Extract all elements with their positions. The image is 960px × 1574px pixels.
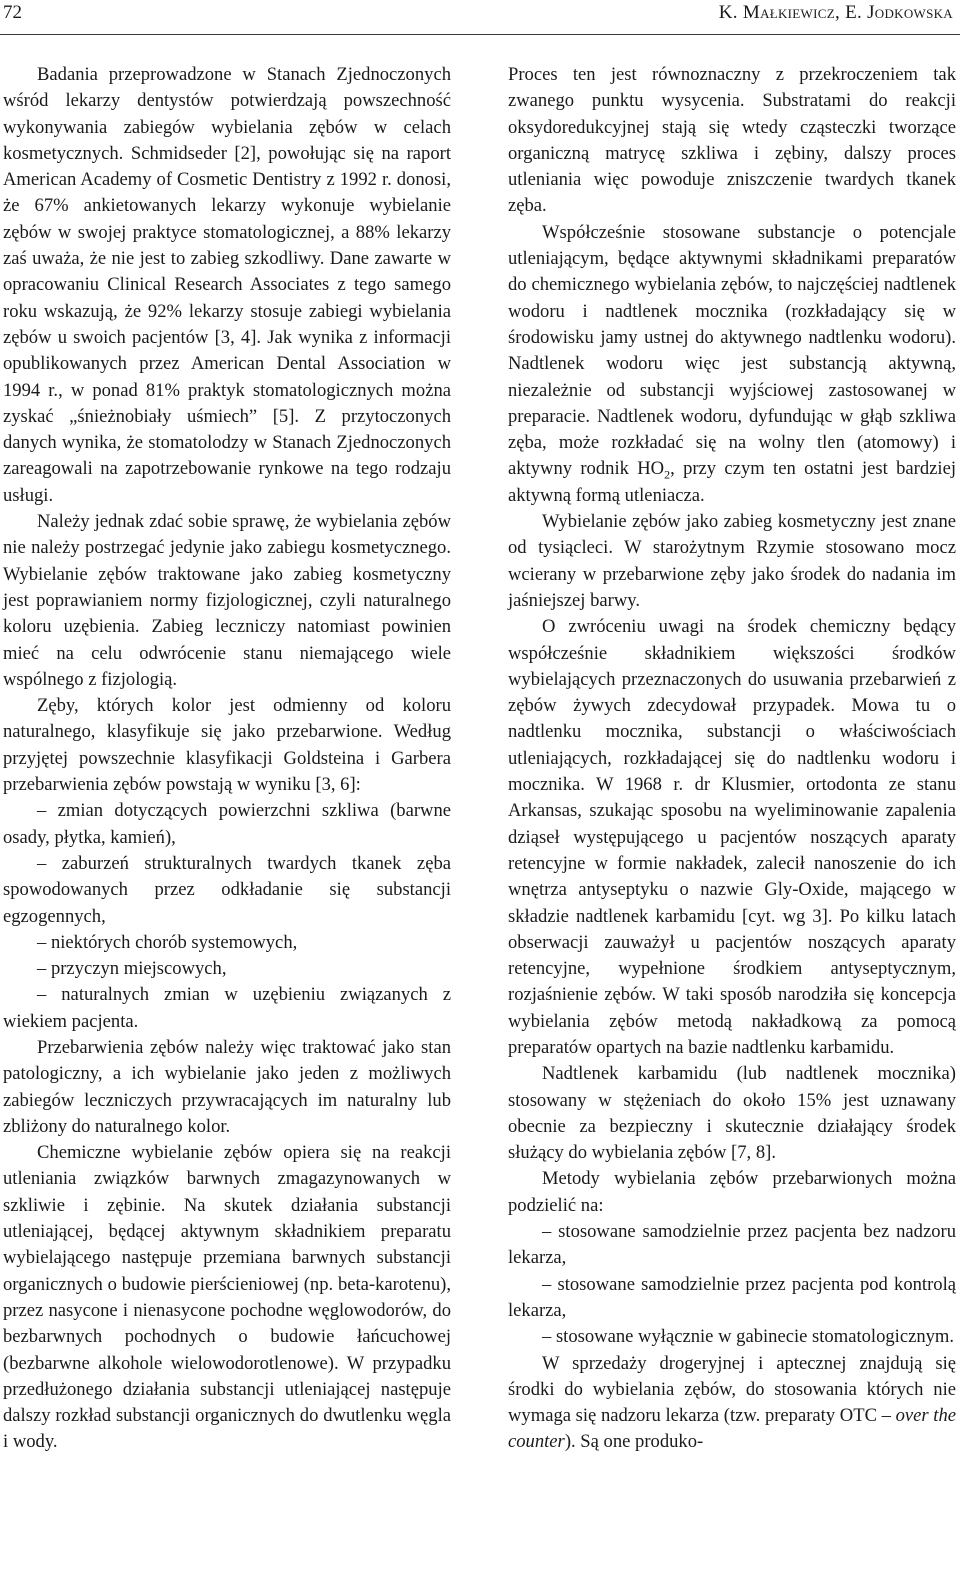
list-item-structural-disorders: – zaburzeń strukturalnych twardych tkanek zęba spowodowanych przez odkładanie się substancji egzogennych, [3, 852, 451, 927]
page-number: 72 [3, 2, 22, 23]
right-column [508, 62, 956, 1456]
paragraph-ancient-rome: Wybielanie zębów jako zabieg kosmetyczny jest znane od tysiącleci. W starożytnym Rzymie stosowano mocz wcierany w przebarwione zęby jako środek do nadania im jaśniejszej barwy. [508, 511, 956, 611]
header-rule [0, 34, 960, 35]
list-item-in-office: – stosowane wyłącznie w gabinecie stomatologicznym. [542, 1326, 955, 1348]
running-head-authors: K. Małkiewicz, E. Jodkowska [718, 2, 953, 23]
paragraph-pathological-state: Przebarwienia zębów należy więc traktować jako stan patologiczny, a ich wybielanie jako jeden z możliwych zabiegów leczniczych przywracających im naturalny lub zbliżony do naturalnego kolor. [3, 1036, 451, 1137]
list-item-local-causes: – przyczyn miejscowych, [37, 958, 227, 980]
oxidizers-text-end: , przy czym ten ostatni jest bardziej aktywną formą utleniacza. [508, 458, 956, 506]
left-column [3, 62, 451, 1456]
list-item-under-control: – stosowane samodzielnie przez pacjenta pod kontrolą lekarza, [508, 1273, 956, 1321]
paragraph-not-only-cosmetic: Należy jednak zdać sobie sprawę, że wybielania zębów nie należy postrzegać jedynie jako zabiegu kosmetycznego. Wybielanie zębów traktowane jako zabieg kosmetyczny jest poprawianiem normy fizjologicznej, czyli naturalnego koloru uzębienia. Zabieg leczniczy natomiast powinien mieć na celu odwrócenie stanu niemającego wiele wspólnego z fizjologią. [3, 511, 451, 690]
list-item-age-changes: – naturalnych zmian w uzębieniu związanych z wiekiem pacjenta. [3, 984, 451, 1032]
paragraph-carbamide-peroxide: Nadtlenek karbamidu (lub nadtlenek mocznika) stosowany w stężeniach do około 15% jest uznawany obecnie za bezpieczny i skutecznie działający środek służący do wybielania zębów [7, 8]. [508, 1063, 956, 1164]
list-item-systemic-diseases: – niektórych chorób systemowych, [37, 931, 298, 953]
paragraph-saturation-point: Proces ten jest równoznaczny z przekroczeniem tak zwanego punktu wysycenia. Substratami do reakcji oksydoredukcyjnej stają się wtedy cząsteczki tworzące organiczną matrycę szkliwa i zębiny, dalszy proces utleniania więc powoduje zniszczenie twardych tkanek zęba. [508, 64, 956, 217]
paragraph-klusmier: O zwróceniu uwagi na środek chemiczny będący współcześnie składnikiem większości środków wybielających przeznaczonych do usuwania przebarwień z zębów żywych zdecydował przypadek. Mowa tu o nadtlenku mocznika, substancji o właściwościach utleniających, rozkładającej się do nadtlenku wodoru i mocznika. W 1968 r. dr Klusmier, ortodonta ze stanu Arkansas, szukając sposobu na wyeliminowanie zapalenia dziąseł występującego u pacjentów noszących aparaty retencyjne w formie nakładek, zalecił nanoszenie do ich wnętrza antyseptyku o nazwie Gly-Oxide, mającego w składzie nadtlenek karbamidu [cyt. wg 3]. Po kilku latach obserwacji zauważył u pacjentów noszących aparaty retencyjne, wypełnione środkiem antyseptycznym, rozjaśnienie zębów. W taki sposób narodziła się koncepcja wybielania zębów metodą nakładkową za pomocą preparatów opartych na bazie nadtlenku karbamidu. [508, 616, 956, 1058]
list-item-enamel-changes: – zmian dotyczących powierzchni szkliwa (barwne osady, płytka, kamień), [3, 800, 451, 848]
otc-text-end: ). Są one produko- [564, 1431, 704, 1453]
paragraph-methods-intro: Metody wybielania zębów przebarwionych można podzielić na: [508, 1168, 956, 1216]
paragraph-chemical-whitening: Chemiczne wybielanie zębów opiera się na reakcji utleniania związków barwnych zmagazynowanych w szkliwie i zębinie. Na skutek działania substancji utleniającej, będącej aktywnym składnikiem preparatu wybielającego następuje przemiana barwnych substancji organicznych o budowie pierścieniowej (np. beta-karotenu), przez nasycone i nienasycone pochodne węglowodorów, do bezbarwnych pochodnych o budowie łańcuchowej (bezbarwne alkohole wielowodorotlenowe). W przypadku przedłużonego działania substancji utleniającej następuje dalszy rozkład substancji organicznych do dwutlenku węgla i wody. [3, 1142, 451, 1453]
otc-italic: over the counter [508, 1405, 957, 1453]
paragraph-discoloration-classification: Zęby, których kolor jest odmienny od koloru naturalnego, klasyfikuje się jako przebarwione. Według przyjętej powszechnie klasyfikacji Goldsteina i Garbera przebarwienia zębów powstają w wyniku [3, 6]: [3, 695, 451, 796]
otc-text: W sprzedaży drogeryjnej i aptecznej znajdują się środki do wybielania zębów, do stosowania których nie wymaga się nadzoru lekarza (tzw. preparaty OTC – [508, 1352, 956, 1427]
ho2-subscript: 2 [664, 468, 671, 483]
list-item-without-supervision: – stosowane samodzielnie przez pacjenta bez nadzoru lekarza, [508, 1221, 956, 1269]
paragraph-otc [508, 1351, 956, 1456]
paragraph-oxidizing-substances [508, 220, 956, 509]
paragraph-survey: Badania przeprowadzone w Stanach Zjednoczonych wśród lekarzy dentystów potwierdzają powszechność wykonywania zabiegów wybielania zębów w celach kosmetycznych. Schmidseder [2], powołując się na raport American Academy of Cosmetic Dentistry z 1992 r. donosi, że 67% ankietowanych lekarzy wykonuje wybielanie zębów w swojej praktyce stomatologicznej, a 88% lekarzy zaś uważa, że nie jest to zabieg szkodliwy. Dane zawarte w opracowaniu Clinical Research Associates z tego samego roku wskazują, że 92% lekarzy stosuje zabiegi wybielania zębów u swoich pacjentów [3, 4]. Jak wynika z informacji opublikowanych przez American Dental Association w 1994 r., w ponad 81% praktyk stomatologicznych można zyskać „śnieżnobiały uśmiech” [5]. Z przytoczonych danych wynika, że stomatolodzy w Stanach Zjednoczonych zareagowali na zapotrzebowanie rynkowe na tego rodzaju usługi. [3, 64, 451, 506]
oxidizers-text: Współcześnie stosowane substancje o potencjale utleniającym, będące aktywnymi składnikami preparatów do chemicznego wybielania zębów, to najczęściej nadtlenek wodoru i nadtlenek mocznika (rozkładający się w środowisku jamy ustnej do aktywnego nadtlenku wodoru). Nadtlenek wodoru więc jest substancją aktywną, niezależnie od substancji wyjściowej zastosowanej w preparacie. Nadtlenek wodoru, dyfundując w głąb szkliwa zęba, może rozkładać się na wolny tlen (atomowy) i aktywny rodnik HO [508, 221, 956, 480]
